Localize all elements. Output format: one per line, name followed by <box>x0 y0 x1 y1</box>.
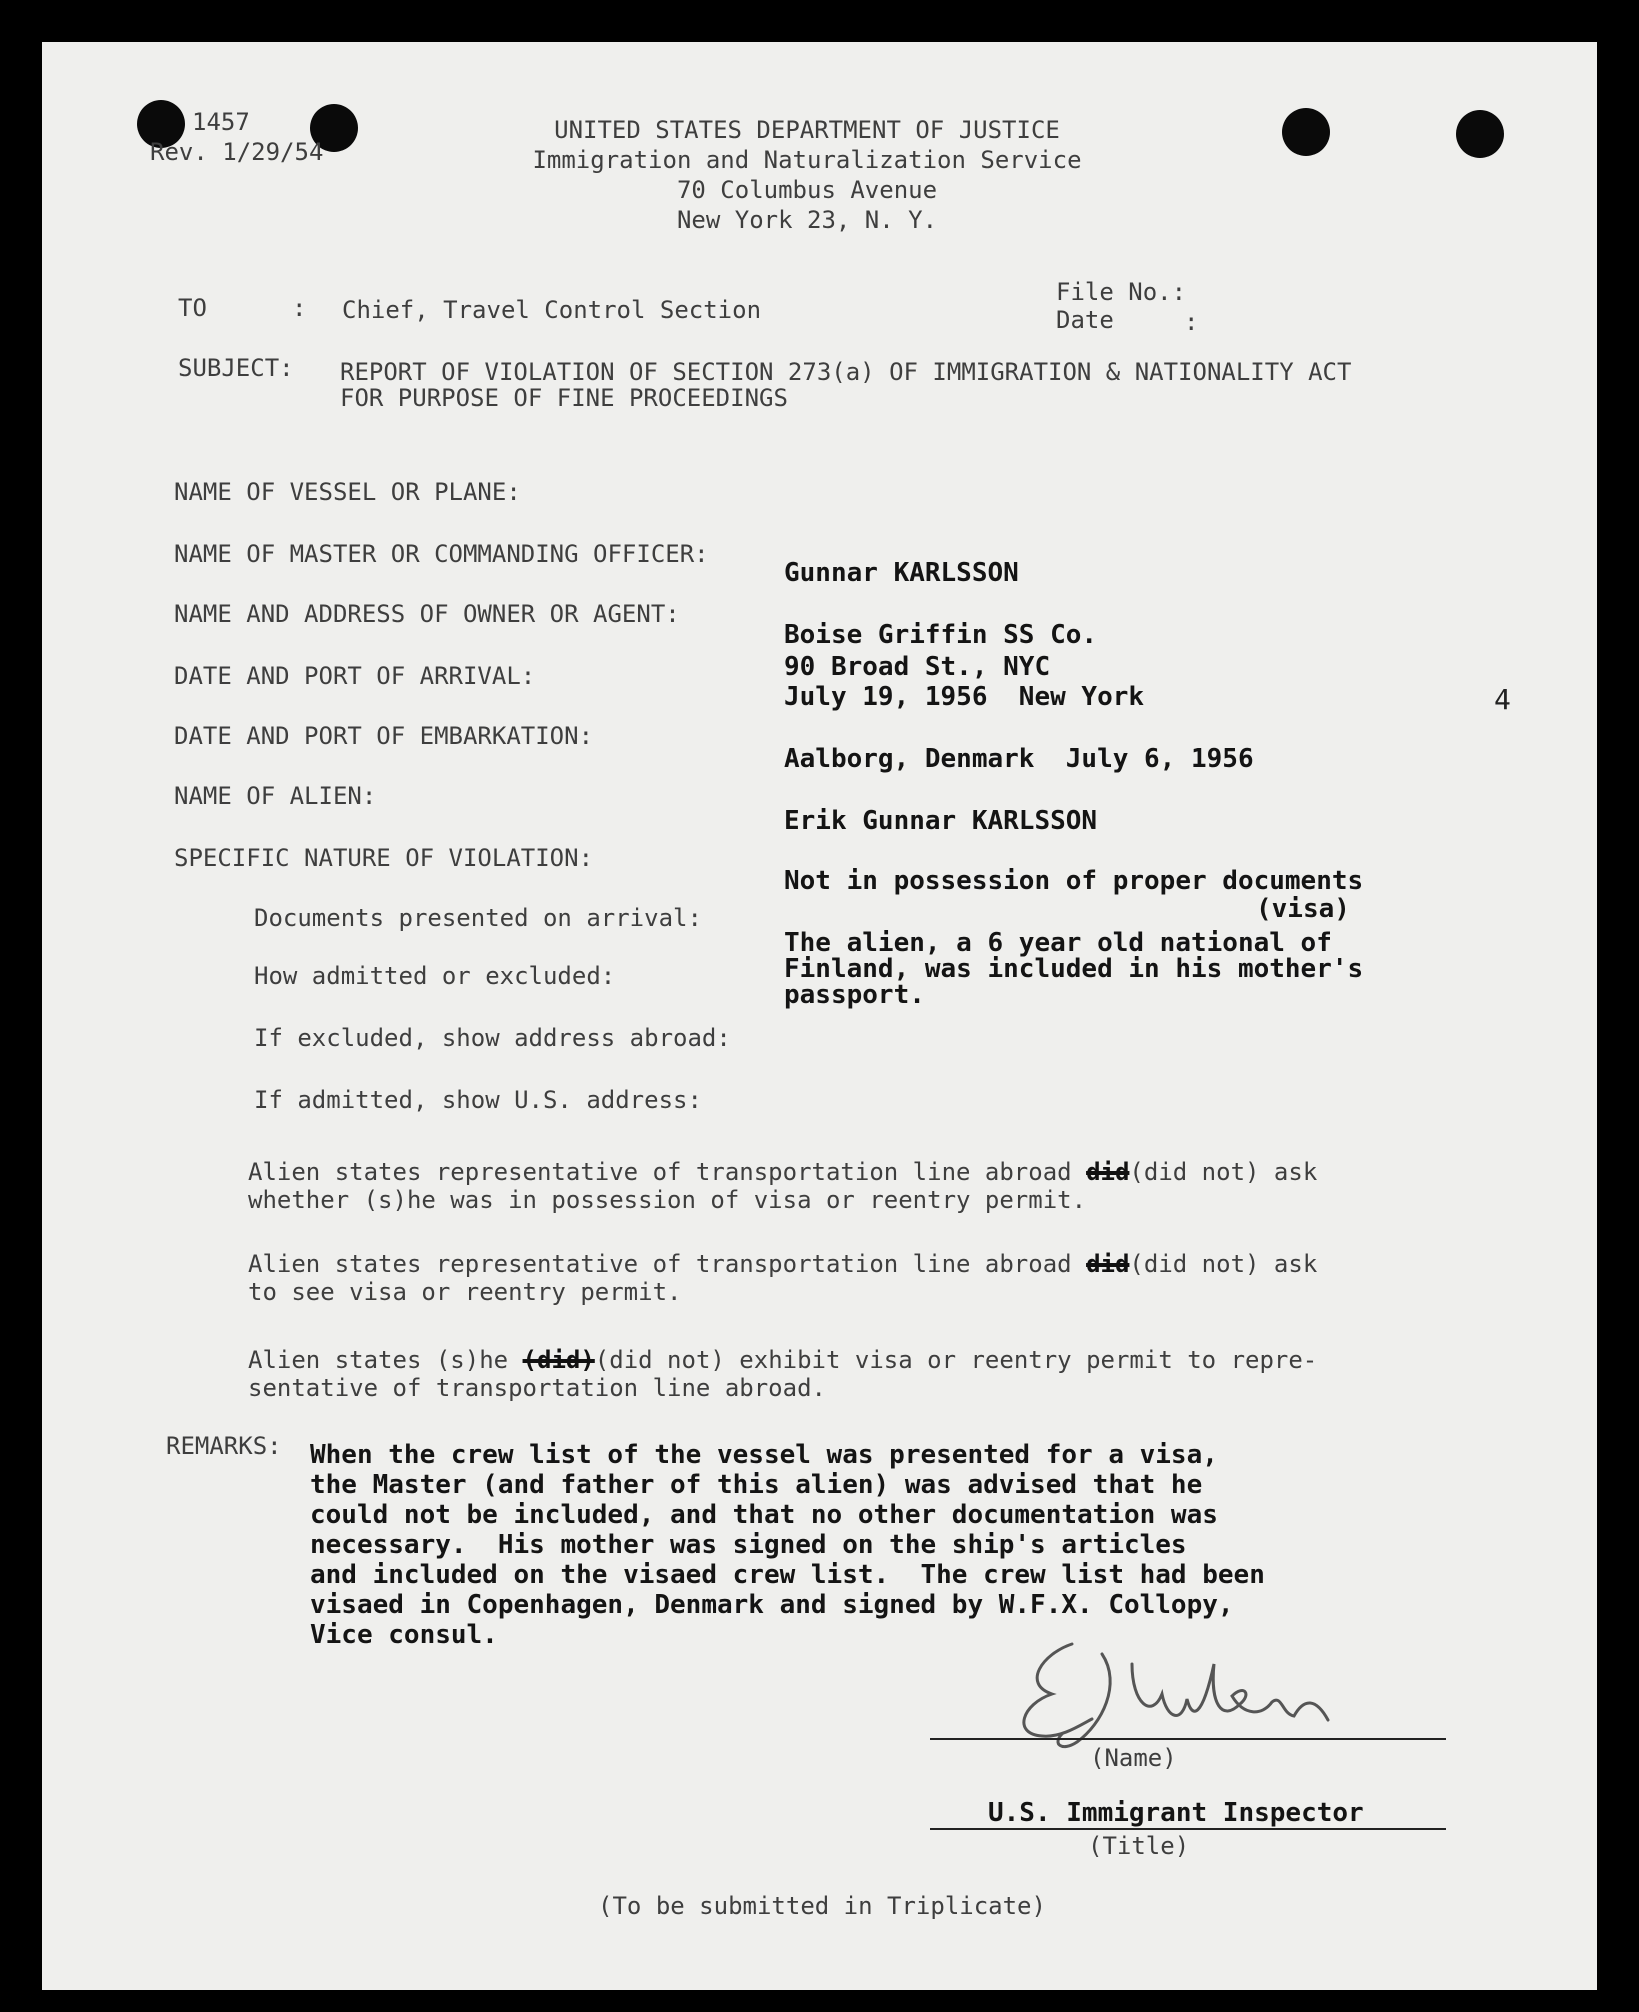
statement-2-line-1 <box>248 1252 1317 1276</box>
documents-line-3: passport. <box>784 980 925 1010</box>
handwritten-signature <box>982 1624 1362 1764</box>
statement-2-choice: (did not) ask <box>1129 1250 1318 1278</box>
form-number: 1457 <box>192 108 250 136</box>
statement-3-text: Alien states (s)he <box>248 1346 523 1374</box>
embarkation-value: Aalborg, Denmark July 6, 1956 <box>784 744 1254 774</box>
subject-line-2: FOR PURPOSE OF FINE PROCEEDINGS <box>340 384 788 412</box>
remarks-line: the Master (and father of this alien) was advised that he <box>310 1470 1203 1500</box>
if-admitted-label: If admitted, show U.S. address: <box>254 1086 702 1114</box>
statement-3-choice: (did not) exhibit visa or reentry permit to repre- <box>594 1346 1318 1374</box>
header-service: Immigration and Naturalization Service <box>532 146 1082 174</box>
alien-name-label: NAME OF ALIEN: <box>174 782 377 810</box>
how-admitted-label: How admitted or excluded: <box>254 962 616 990</box>
statement-1-line-2: whether (s)he was in possession of visa or reentry permit. <box>248 1186 1087 1214</box>
owner-line-1: Boise Griffin SS Co. <box>784 620 1098 650</box>
to-colon: : <box>292 294 307 322</box>
footer-note: (To be submitted in Triplicate) <box>598 1892 1046 1920</box>
remarks-line: and included on the visaed crew list. The crew list had been <box>310 1560 1265 1590</box>
remarks-line: Vice consul. <box>310 1620 498 1650</box>
statement-1-text: Alien states representative of transportation line abroad <box>248 1158 1087 1186</box>
file-no-label: File No.: <box>1056 278 1187 306</box>
arrival-label: DATE AND PORT OF ARRIVAL: <box>174 662 536 690</box>
title-caption: (Title) <box>1088 1832 1190 1860</box>
documents-presented-label: Documents presented on arrival: <box>254 904 702 932</box>
name-signature-line <box>930 1738 1446 1740</box>
subject-label: SUBJECT: <box>178 354 294 382</box>
form-revision: Rev. 1/29/54 <box>150 138 324 166</box>
name-caption: (Name) <box>1090 1744 1177 1772</box>
statement-1-line-1 <box>248 1160 1317 1184</box>
statement-2-line-2: to see visa or reentry permit. <box>248 1278 682 1306</box>
remarks-line: could not be included, and that no other documentation was <box>310 1500 1218 1530</box>
title-value: U.S. Immigrant Inspector <box>988 1798 1364 1828</box>
statement-2-text: Alien states representative of transportation line abroad <box>248 1250 1087 1278</box>
vessel-label: NAME OF VESSEL OR PLANE: <box>174 478 521 506</box>
if-excluded-label: If excluded, show address abroad: <box>254 1024 731 1052</box>
alien-name-value: Erik Gunnar KARLSSON <box>784 806 1098 836</box>
remarks-line: When the crew list of the vessel was presented for a visa, <box>310 1440 1218 1470</box>
statement-3-line-2: sentative of transportation line abroad. <box>248 1374 826 1402</box>
date-label: Date <box>1056 306 1114 334</box>
statement-1-choice: (did not) ask <box>1129 1158 1318 1186</box>
title-line <box>930 1828 1446 1830</box>
violation-nature-line-1: Not in possession of proper documents <box>784 866 1364 896</box>
punch-hole-right-2 <box>1456 110 1504 158</box>
embarkation-label: DATE AND PORT OF EMBARKATION: <box>174 722 594 750</box>
owner-label: NAME AND ADDRESS OF OWNER OR AGENT: <box>174 600 680 628</box>
documents-line-2: Finland, was included in his mother's <box>784 954 1364 984</box>
violation-nature-label: SPECIFIC NATURE OF VIOLATION: <box>174 844 594 872</box>
document-page <box>42 42 1597 1990</box>
master-value: Gunnar KARLSSON <box>784 558 1019 588</box>
header-city: New York 23, N. Y. <box>676 206 938 234</box>
header-street: 70 Columbus Avenue <box>676 176 938 204</box>
arrival-value: July 19, 1956 New York <box>784 682 1145 712</box>
margin-mark: 4 <box>1494 683 1511 716</box>
subject-line-1: REPORT OF VIOLATION OF SECTION 273(a) OF IMMIGRATION & NATIONALITY ACT <box>340 358 1352 386</box>
punch-hole-right-1 <box>1282 108 1330 156</box>
to-value: Chief, Travel Control Section <box>342 296 762 324</box>
master-label: NAME OF MASTER OR COMMANDING OFFICER: <box>174 540 709 568</box>
remarks-line: necessary. His mother was signed on the ship's articles <box>310 1530 1187 1560</box>
statement-3-line-1 <box>248 1348 1317 1372</box>
remarks-line: visaed in Copenhagen, Denmark and signed by W.F.X. Collopy, <box>310 1590 1234 1620</box>
strikeout-did: did <box>1086 1250 1130 1278</box>
violation-nature-line-2: (visa) <box>1256 894 1350 924</box>
strikeout-did: (did) <box>522 1346 595 1374</box>
header-department: UNITED STATES DEPARTMENT OF JUSTICE <box>554 116 1060 144</box>
strikeout-did: did <box>1086 1158 1130 1186</box>
date-colon: : <box>1184 308 1199 336</box>
documents-line-1: The alien, a 6 year old national of <box>784 928 1332 958</box>
remarks-label: REMARKS: <box>166 1432 282 1460</box>
to-label: TO <box>178 294 207 322</box>
owner-line-2: 90 Broad St., NYC <box>784 652 1051 682</box>
